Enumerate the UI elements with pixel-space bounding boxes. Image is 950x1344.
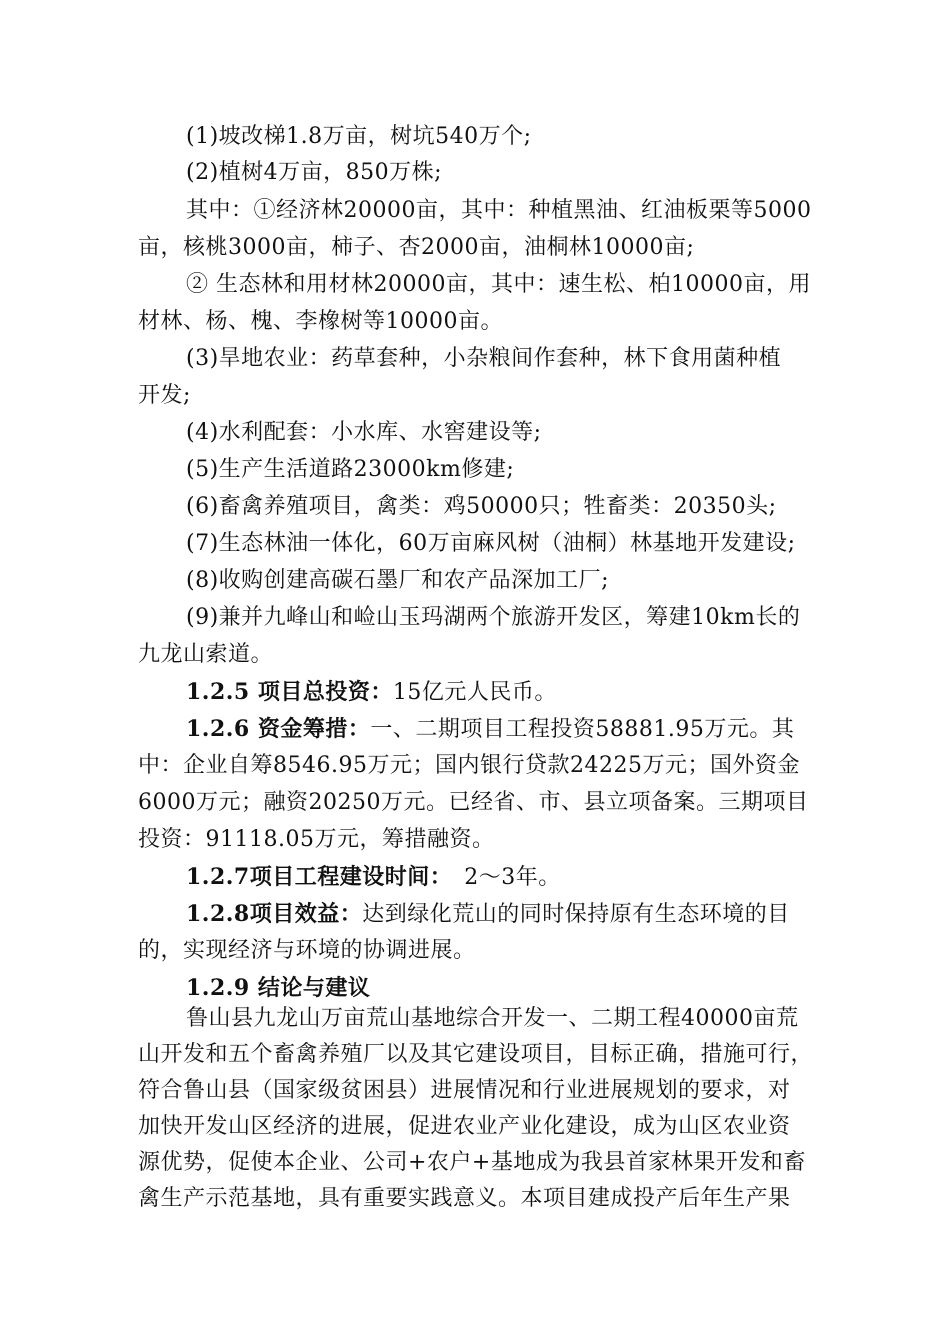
section-1-2-8 xyxy=(186,901,790,928)
section-1-2-9-heading: 1.2.9 结论与建议 xyxy=(186,975,371,1001)
list-item-4: (4)水利配套：小水库、水窖建设等; xyxy=(186,420,542,445)
section-heading: 1.2.8项目效益： xyxy=(186,901,363,927)
list-item-9: (9)兼并九峰山和崄山玉玛湖两个旅游开发区，筹建10km长的 xyxy=(186,605,801,630)
paragraph-line: 符合鲁山县（国家级贫困县）进展情况和行业进展规划的要求，对 xyxy=(138,1078,791,1103)
paragraph-line: 投资：91118.05万元，筹措融资。 xyxy=(138,827,495,852)
paragraph-line: 山开发和五个畜禽养殖厂以及其它建设项目，目标正确，措施可行， xyxy=(138,1042,814,1067)
section-heading: 1.2.6 资金筹措： xyxy=(186,716,371,742)
paragraph-line: 禽生产示范基地，具有重要实践意义。本项目建成投产后年生产果 xyxy=(138,1186,791,1211)
list-item-6: (6)畜禽养殖项目，禽类：鸡50000只；牲畜类：20350头; xyxy=(186,494,777,519)
paragraph-line: 的，实现经济与环境的协调进展。 xyxy=(138,938,476,963)
paragraph-line: 中：企业自筹8546.95万元；国内银行贷款24225万元；国外资金 xyxy=(138,753,800,778)
list-item-3: (3)旱地农业：药草套种，小杂粮间作套种，林下食用菌种植 xyxy=(186,346,782,371)
section-heading: 1.2.7项目工程建设时间： xyxy=(186,864,453,890)
list-item-8: (8)收购创建高碳石墨厂和农产品深加工厂; xyxy=(186,568,610,593)
section-heading: 1.2.5 项目总投资： xyxy=(186,679,393,705)
paragraph-line: 加快开发山区经济的进展，促进农业产业化建设，成为山区农业资 xyxy=(138,1114,791,1139)
paragraph-line: 其中：①经济林20000亩，其中：种植黑油、红油板栗等5000 xyxy=(186,198,812,223)
section-1-2-5 xyxy=(186,679,557,706)
list-item-1: (1)坡改梯1.8万亩，树坑540万个; xyxy=(186,124,532,149)
paragraph-line: 材林、杨、槐、李橡树等10000亩。 xyxy=(138,309,503,334)
section-text: 2～3年。 xyxy=(464,865,561,890)
paragraph-line: 6000万元；融资20250万元。已经省、市、县立项备案。三期项目 xyxy=(138,790,809,815)
paragraph-line: 源优势，促使本企业、公司+农户+基地成为我县首家林果开发和畜 xyxy=(138,1150,806,1175)
list-item-5: (5)生产生活道路23000km修建; xyxy=(186,457,515,482)
paragraph-line: ② 生态林和用材林20000亩，其中：速生松、柏10000亩，用 xyxy=(186,272,811,297)
list-item-2: (2)植树4万亩，850万株; xyxy=(186,160,443,185)
section-text: 15亿元人民币。 xyxy=(392,680,557,705)
paragraph-line: 开发; xyxy=(138,383,191,408)
paragraph-line: 鲁山县九龙山万亩荒山基地综合开发一、二期工程40000亩荒 xyxy=(186,1006,799,1031)
paragraph-line: 九龙山索道。 xyxy=(138,642,274,667)
section-1-2-7 xyxy=(186,864,561,891)
section-text: 达到绿化荒山的同时保持原有生态环境的目 xyxy=(362,902,790,927)
section-1-2-6 xyxy=(186,716,794,743)
list-item-7: (7)生态林油一体化，60万亩麻风树（油桐）林基地开发建设; xyxy=(186,531,796,556)
section-text: 一、二期项目工程投资58881.95万元。其 xyxy=(370,717,795,742)
paragraph-line: 亩，核桃3000亩，柿子、杏2000亩，油桐林10000亩; xyxy=(138,235,695,260)
